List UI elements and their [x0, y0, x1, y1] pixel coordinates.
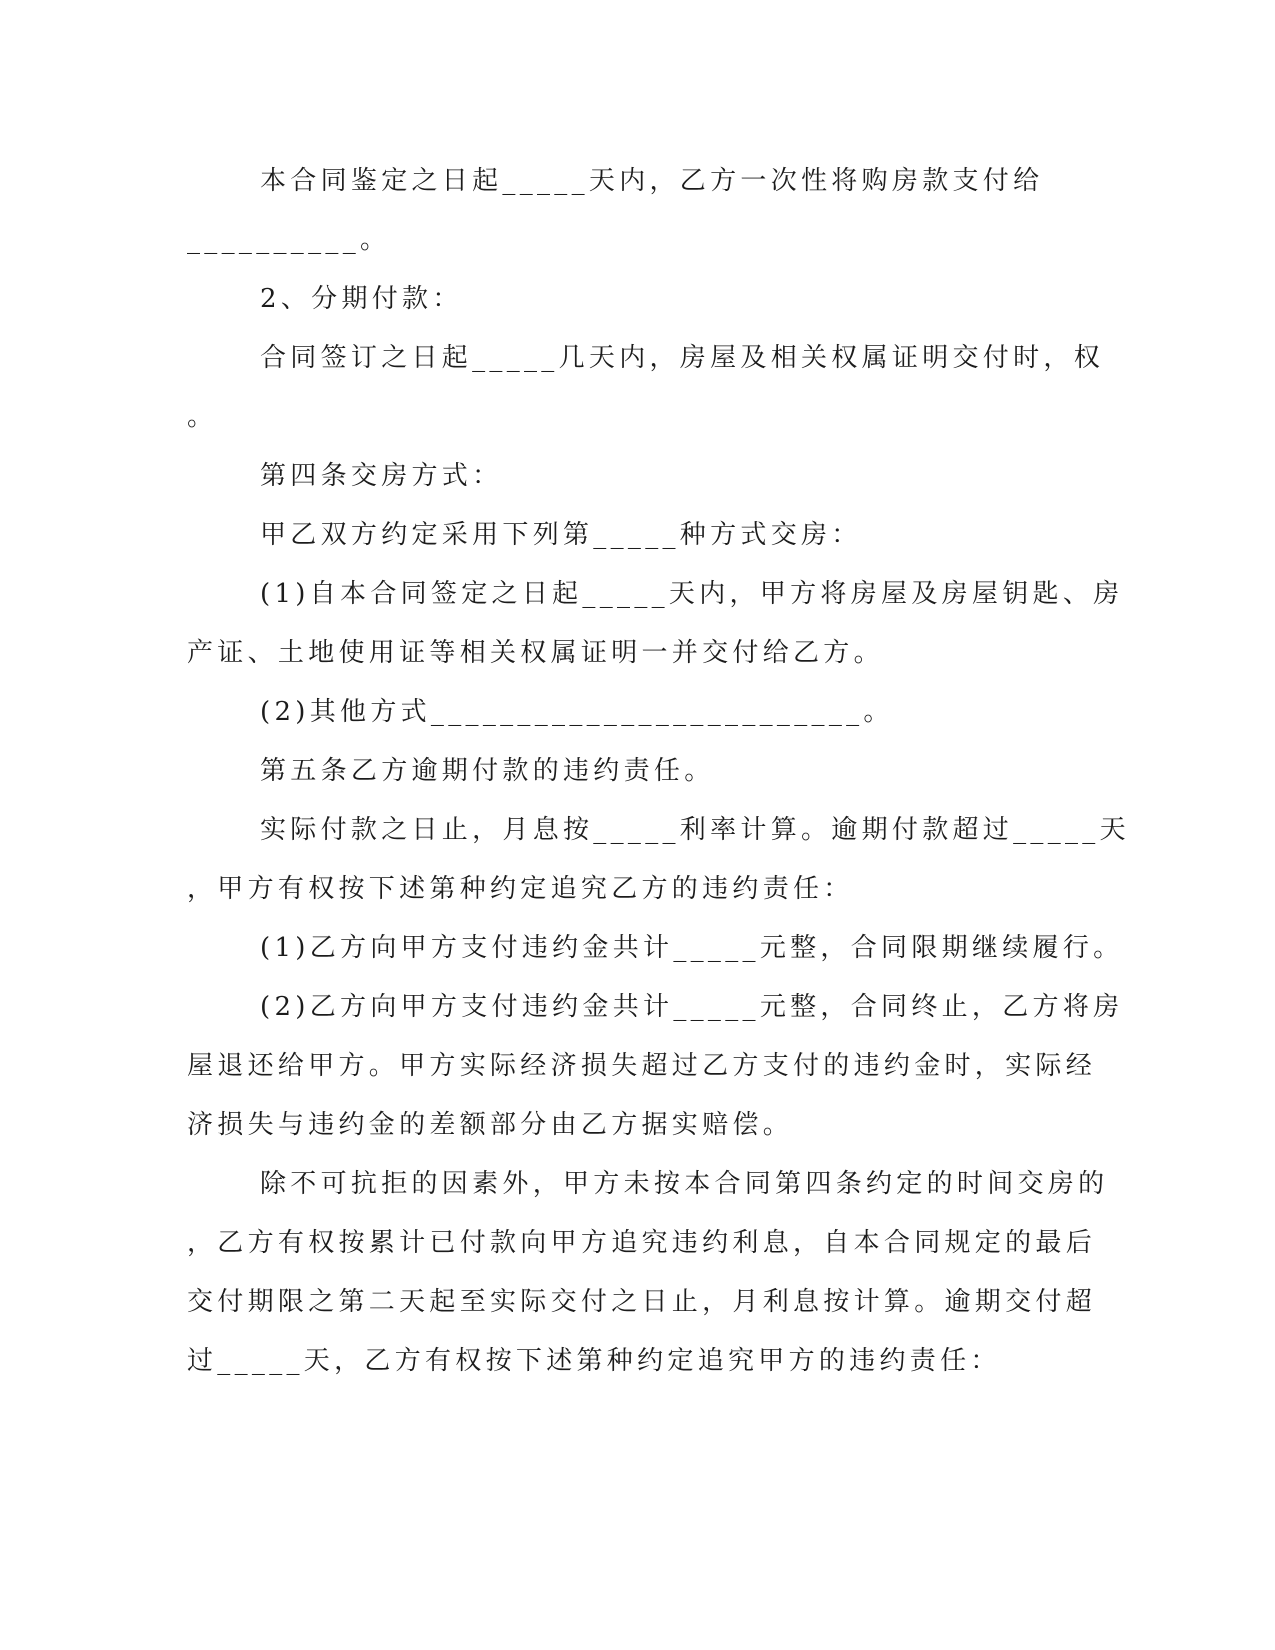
section-heading: 第四条交房方式：: [260, 461, 503, 491]
paragraph-line: ，乙方有权按累计已付款向甲方追究违约利息，自本合同规定的最后: [187, 1228, 1097, 1258]
paragraph-line: 2、分期付款：: [260, 284, 463, 314]
paragraph-line: 甲乙双方约定采用下列第_____种方式交房：: [260, 520, 862, 550]
paragraph-line: (1)自本合同签定之日起_____天内，甲方将房屋及房屋钥匙、房: [260, 579, 1124, 609]
paragraph-line: (2)其他方式_________________________。: [260, 697, 894, 727]
paragraph-line: (1)乙方向甲方支付违约金共计_____元整，合同限期继续履行。: [260, 933, 1124, 963]
paragraph-line: __________。: [187, 225, 391, 255]
paragraph-line: 除不可抗拒的因素外，甲方未按本合同第四条约定的时间交房的: [260, 1169, 1109, 1199]
paragraph-line: ，甲方有权按下述第种约定追究乙方的违约责任：: [187, 874, 854, 904]
paragraph-line: 本合同鉴定之日起_____天内，乙方一次性将购房款支付给: [260, 166, 1044, 196]
section-heading: 第五条乙方逾期付款的违约责任。: [260, 756, 715, 786]
paragraph-line: 屋退还给甲方。甲方实际经济损失超过乙方支付的违约金时，实际经: [187, 1051, 1097, 1081]
paragraph-line: 济损失与违约金的差额部分由乙方据实赔偿。: [187, 1110, 794, 1140]
paragraph-line: 过_____天，乙方有权按下述第种约定追究甲方的违约责任：: [187, 1346, 1001, 1376]
paragraph-line: (2)乙方向甲方支付违约金共计_____元整，合同终止，乙方将房: [260, 992, 1124, 1022]
paragraph-line: 合同签订之日起_____几天内，房屋及相关权属证明交付时，权: [260, 343, 1105, 373]
paragraph-line: 产证、土地使用证等相关权属证明一并交付给乙方。: [187, 638, 884, 668]
paragraph-line: 。: [187, 402, 218, 432]
paragraph-line: 交付期限之第二天起至实际交付之日止，月利息按计算。逾期交付超: [187, 1287, 1097, 1317]
paragraph-line: 实际付款之日止，月息按_____利率计算。逾期付款超过_____天: [260, 815, 1130, 845]
